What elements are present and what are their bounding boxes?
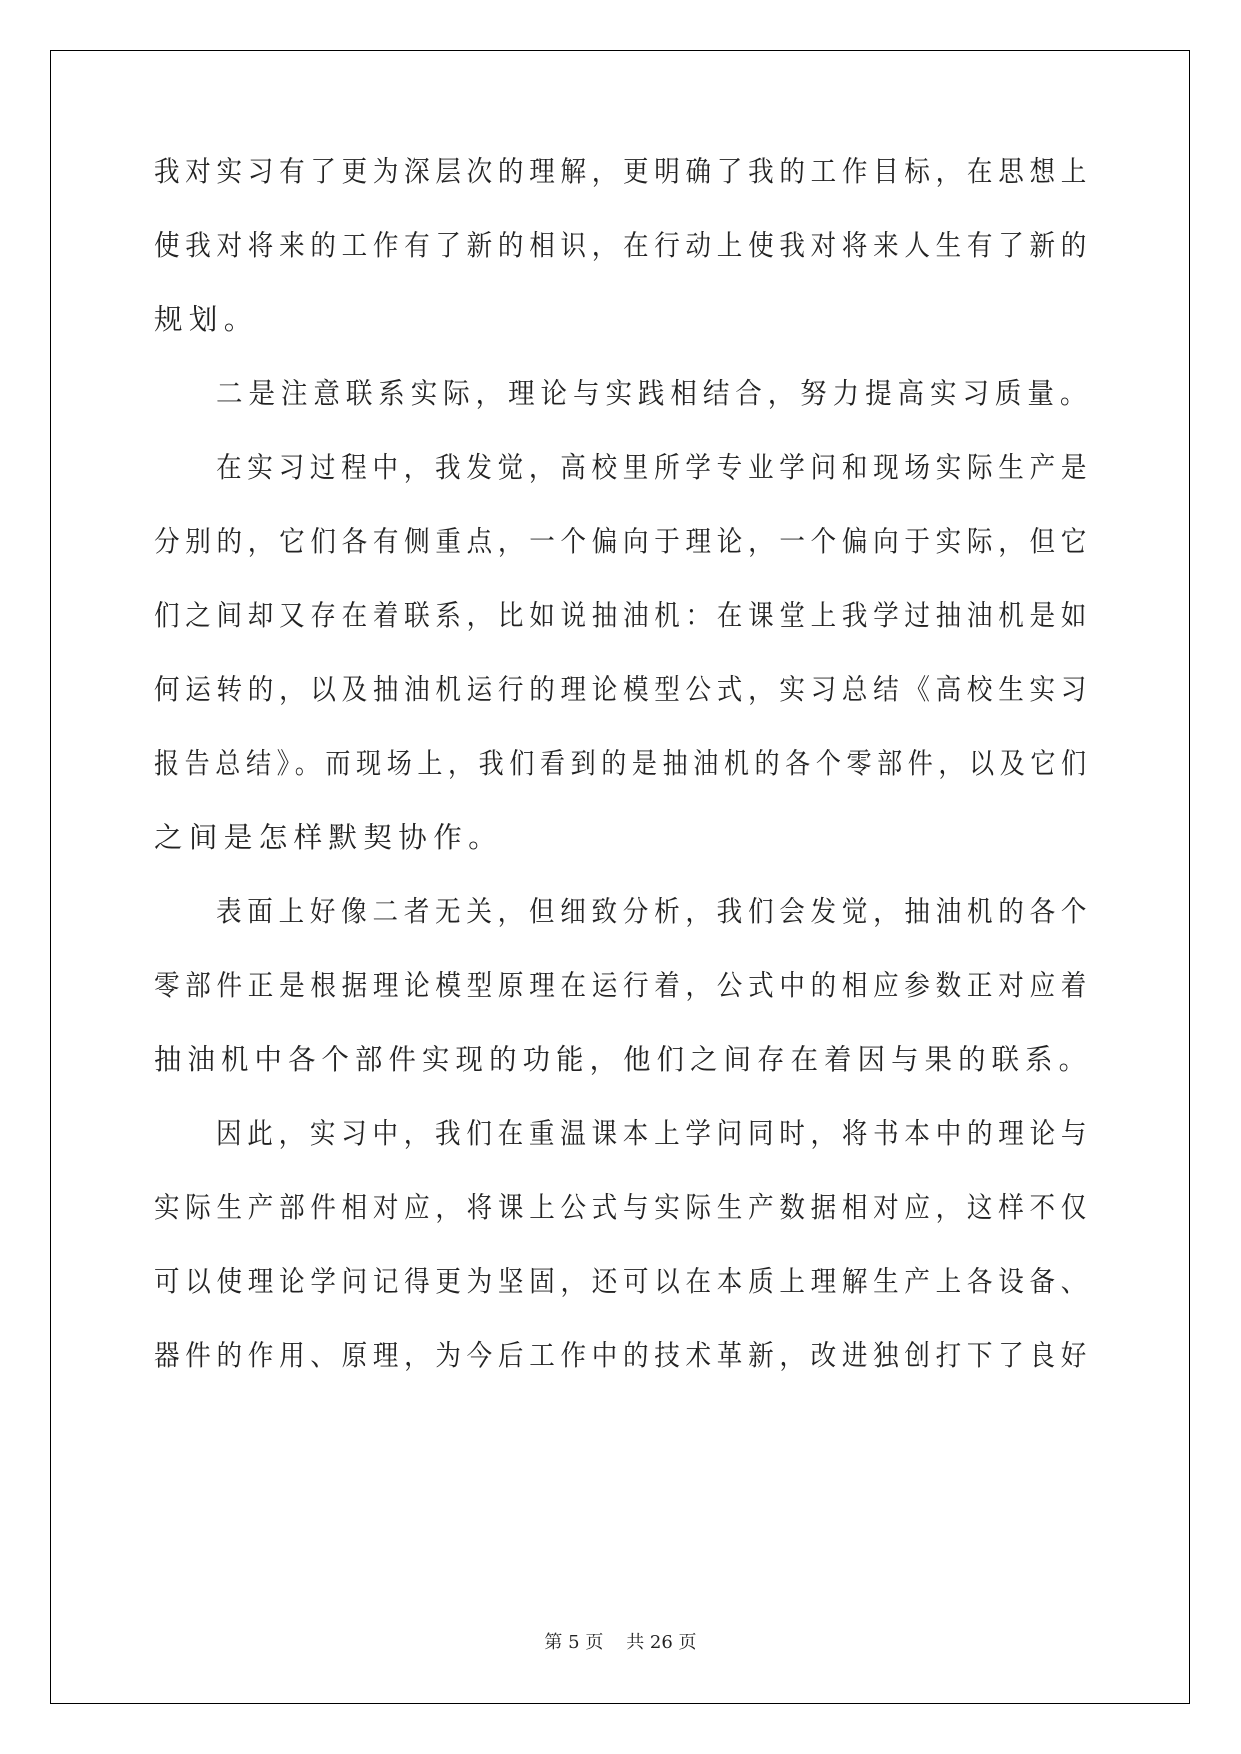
body-text-line: 器件的作用、原理，为今后工作中的技术革新，改进独创打下了良好 bbox=[154, 1339, 1093, 1372]
body-text-line: 抽油机中各个部件实现的功能，他们之间存在着因与果的联系。 bbox=[154, 1043, 1093, 1076]
body-text-line: 之间是怎样默契协作。 bbox=[154, 821, 504, 854]
paragraph-first-line: 因此，实习中，我们在重温课本上学问同时，将书本中的理论与 bbox=[216, 1117, 1093, 1150]
body-text-line: 实际生产部件相对应，将课上公式与实际生产数据相对应，这样不仅 bbox=[154, 1191, 1093, 1224]
body-text-line: 报告总结》。而现场上，我们看到的是抽油机的各个零部件，以及它们 bbox=[154, 747, 1092, 780]
page-number-footer: 第 5 页 共 26 页 bbox=[544, 1632, 697, 1653]
body-text-line: 规划。 bbox=[154, 303, 259, 336]
body-text-line: 分别的，它们各有侧重点，一个偏向于理论，一个偏向于实际，但它 bbox=[154, 525, 1093, 558]
body-text-line: 们之间却又存在着联系，比如说抽油机：在课堂上我学过抽油机是如 bbox=[154, 599, 1093, 632]
body-text-line: 使我对将来的工作有了新的相识，在行动上使我对将来人生有了新的 bbox=[154, 229, 1093, 262]
paragraph-first-line: 二是注意联系实际，理论与实践相结合，努力提高实习质量。 bbox=[216, 377, 1093, 410]
body-text-line: 我对实习有了更为深层次的理解，更明确了我的工作目标，在思想上 bbox=[154, 155, 1093, 188]
paragraph-first-line: 在实习过程中，我发觉，高校里所学专业学问和现场实际生产是 bbox=[216, 451, 1093, 484]
body-text-line: 何运转的，以及抽油机运行的理论模型公式，实习总结《高校生实习 bbox=[154, 673, 1093, 706]
paragraph-first-line: 表面上好像二者无关，但细致分析，我们会发觉，抽油机的各个 bbox=[216, 895, 1093, 928]
body-text-line: 零部件正是根据理论模型原理在运行着，公式中的相应参数正对应着 bbox=[154, 969, 1093, 1002]
body-text-line: 可以使理论学问记得更为坚固，还可以在本质上理解生产上各设备、 bbox=[154, 1265, 1093, 1298]
page-border bbox=[50, 50, 1190, 1704]
